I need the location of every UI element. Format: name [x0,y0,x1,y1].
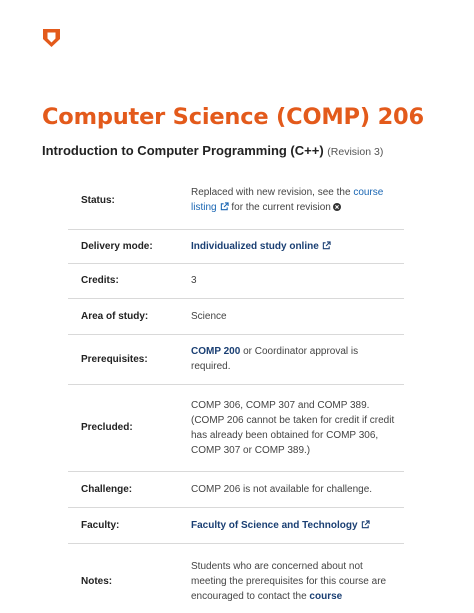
table-row-faculty [68,507,404,543]
table-row-status [68,172,404,229]
prerequisites-label: Prerequisites: [68,334,191,384]
delivery-value [191,229,404,263]
area-value: Science [191,298,404,334]
course-link[interactable]: course [309,590,343,602]
area-label: Area of study: [68,298,191,334]
external-link-icon [322,241,331,250]
table-row-credits [68,263,404,298]
table-row-area [68,298,404,334]
revision-label: (Revision 3) [327,146,384,158]
challenge-value: COMP 206 is not available for challenge. [191,471,404,507]
table-row-precluded [68,384,404,471]
course-info-table [68,172,404,613]
precluded-label: Precluded: [68,384,191,471]
notes-label: Notes: [81,575,113,587]
status-text-before: Replaced with new revision, see the [191,187,354,199]
close-circle-icon [333,203,341,211]
course-subtitle [42,143,383,158]
delivery-mode-link[interactable] [191,241,331,252]
table-row-notes [68,543,404,613]
notes-value [191,543,404,613]
table-row-prerequisites [68,334,404,384]
status-label: Status: [68,172,191,229]
notes-text: Students who are concerned about not meeting the prerequisites for this course are encouraged to contact the [191,560,387,602]
external-link-icon [361,520,370,529]
athabasca-shield-icon[interactable] [42,28,61,48]
faculty-value [191,507,404,543]
credits-value: 3 [191,263,404,298]
challenge-label: Challenge: [68,471,191,507]
faculty-link-label[interactable]: Faculty of Science and Technology [191,519,358,531]
status-value [191,172,404,229]
delivery-label: Delivery mode: [68,229,191,263]
prerequisites-text: or Coordinator approval is required. [191,346,359,372]
course-subtitle-text: Introduction to Computer Programming (C++) [42,143,324,158]
prerequisites-value [191,334,404,384]
comp-200-link[interactable]: COMP 200 [191,346,241,357]
course-listing-link-label[interactable]: course listing [191,187,384,214]
table-row-delivery [68,229,404,263]
faculty-link[interactable] [191,520,370,531]
table-row-challenge [68,471,404,507]
faculty-label: Faculty: [68,507,191,543]
credits-label: Credits: [68,263,191,298]
precluded-value: COMP 306, COMP 307 and COMP 389. (COMP 206 cannot be taken for credit if credit has already been obtained for COMP 306, COMP 307 or COMP 389.) [191,384,404,471]
status-text-after: for the current revision [228,202,331,214]
delivery-mode-link-label[interactable]: Individualized study online [191,240,319,252]
external-link-icon [220,202,229,211]
page-title: Computer Science (COMP) 206 [42,104,424,130]
